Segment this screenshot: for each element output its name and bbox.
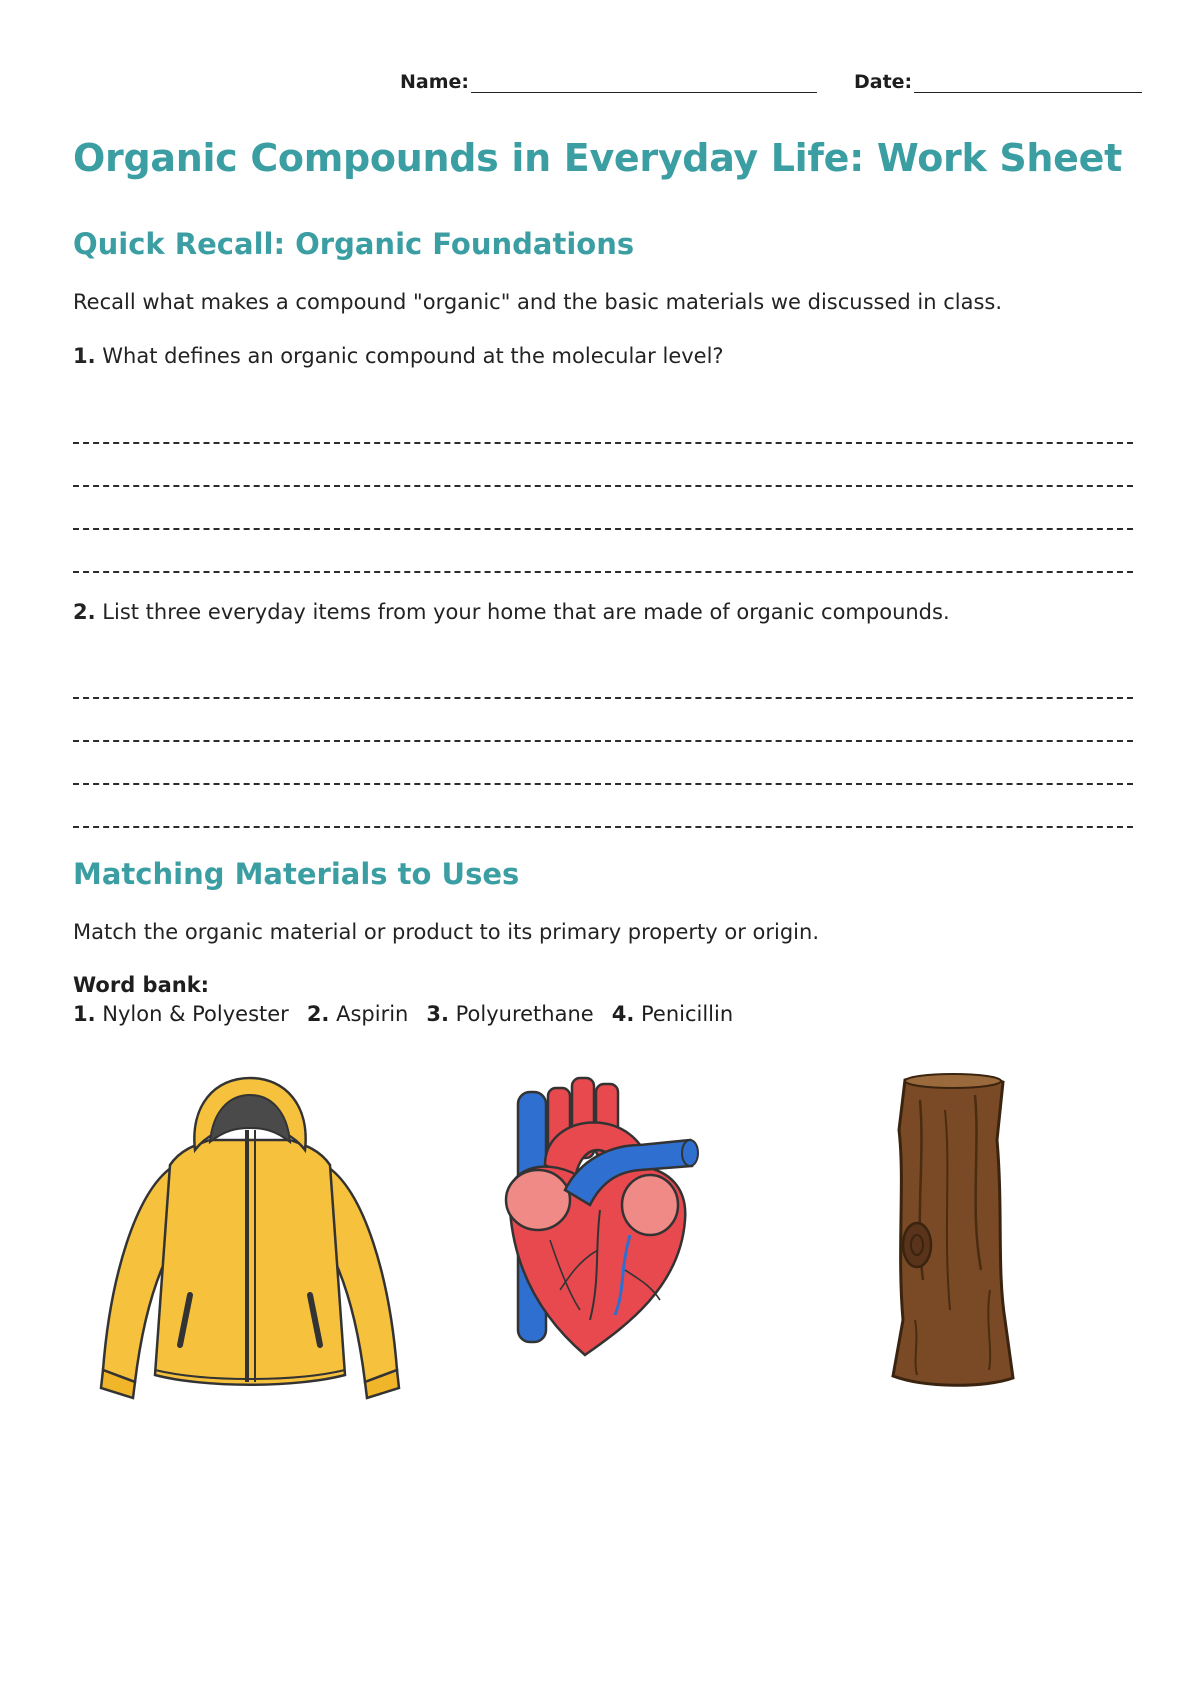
word-bank-item-number: 2. [306, 1002, 330, 1026]
section-quick-recall-intro: Recall what makes a compound "organic" and the basic materials we discussed in class. [73, 290, 1003, 314]
question-2-text: List three everyday items from your home that are made of organic compounds. [102, 600, 950, 624]
section-matching-intro: Match the organic material or product to its primary property or origin. [73, 920, 819, 944]
word-bank-item-text: Nylon & Polyester [102, 1002, 289, 1026]
word-bank-item [426, 1002, 593, 1026]
answer-line[interactable] [73, 442, 1133, 444]
word-bank-item-number: 1. [73, 1002, 96, 1026]
name-label: Name: [400, 71, 470, 93]
answer-line[interactable] [73, 697, 1133, 699]
date-line[interactable] [914, 70, 1142, 93]
header-row [0, 70, 1200, 100]
word-bank-item-number: 3. [426, 1002, 449, 1026]
page-title: Organic Compounds in Everyday Life: Work Sheet [73, 136, 1122, 180]
section-quick-recall-heading: Quick Recall: Organic Foundations [73, 227, 635, 261]
answer-line[interactable] [73, 571, 1133, 573]
answer-line[interactable] [73, 528, 1133, 530]
wood-log-illustration [885, 1070, 1025, 1390]
question-2-number: 2. [73, 600, 96, 624]
word-bank-item-text: Aspirin [336, 1002, 409, 1026]
answer-line[interactable] [73, 485, 1133, 487]
word-bank-item-text: Penicillin [640, 1002, 734, 1026]
answer-line[interactable] [73, 826, 1133, 828]
word-bank-item [612, 1002, 733, 1026]
section-matching-heading: Matching Materials to Uses [73, 857, 520, 891]
word-bank-item-number: 4. [611, 1002, 635, 1026]
word-bank-item [307, 1002, 409, 1026]
question-1-number: 1. [73, 344, 96, 368]
word-bank-item [73, 1002, 289, 1026]
name-line[interactable] [471, 70, 817, 93]
word-bank [73, 1002, 733, 1026]
answer-line[interactable] [73, 783, 1133, 785]
name-field[interactable] [400, 70, 817, 93]
word-bank-item-text: Polyurethane [455, 1002, 594, 1026]
answer-line[interactable] [73, 740, 1133, 742]
date-field[interactable] [854, 70, 1142, 93]
question-1-text: What defines an organic compound at the molecular level? [102, 344, 724, 368]
question-2 [73, 600, 950, 624]
date-label: Date: [854, 71, 913, 93]
question-1 [73, 344, 724, 368]
heart-illustration [490, 1070, 705, 1380]
word-bank-title: Word bank: [73, 973, 210, 997]
jacket-illustration [95, 1070, 405, 1400]
